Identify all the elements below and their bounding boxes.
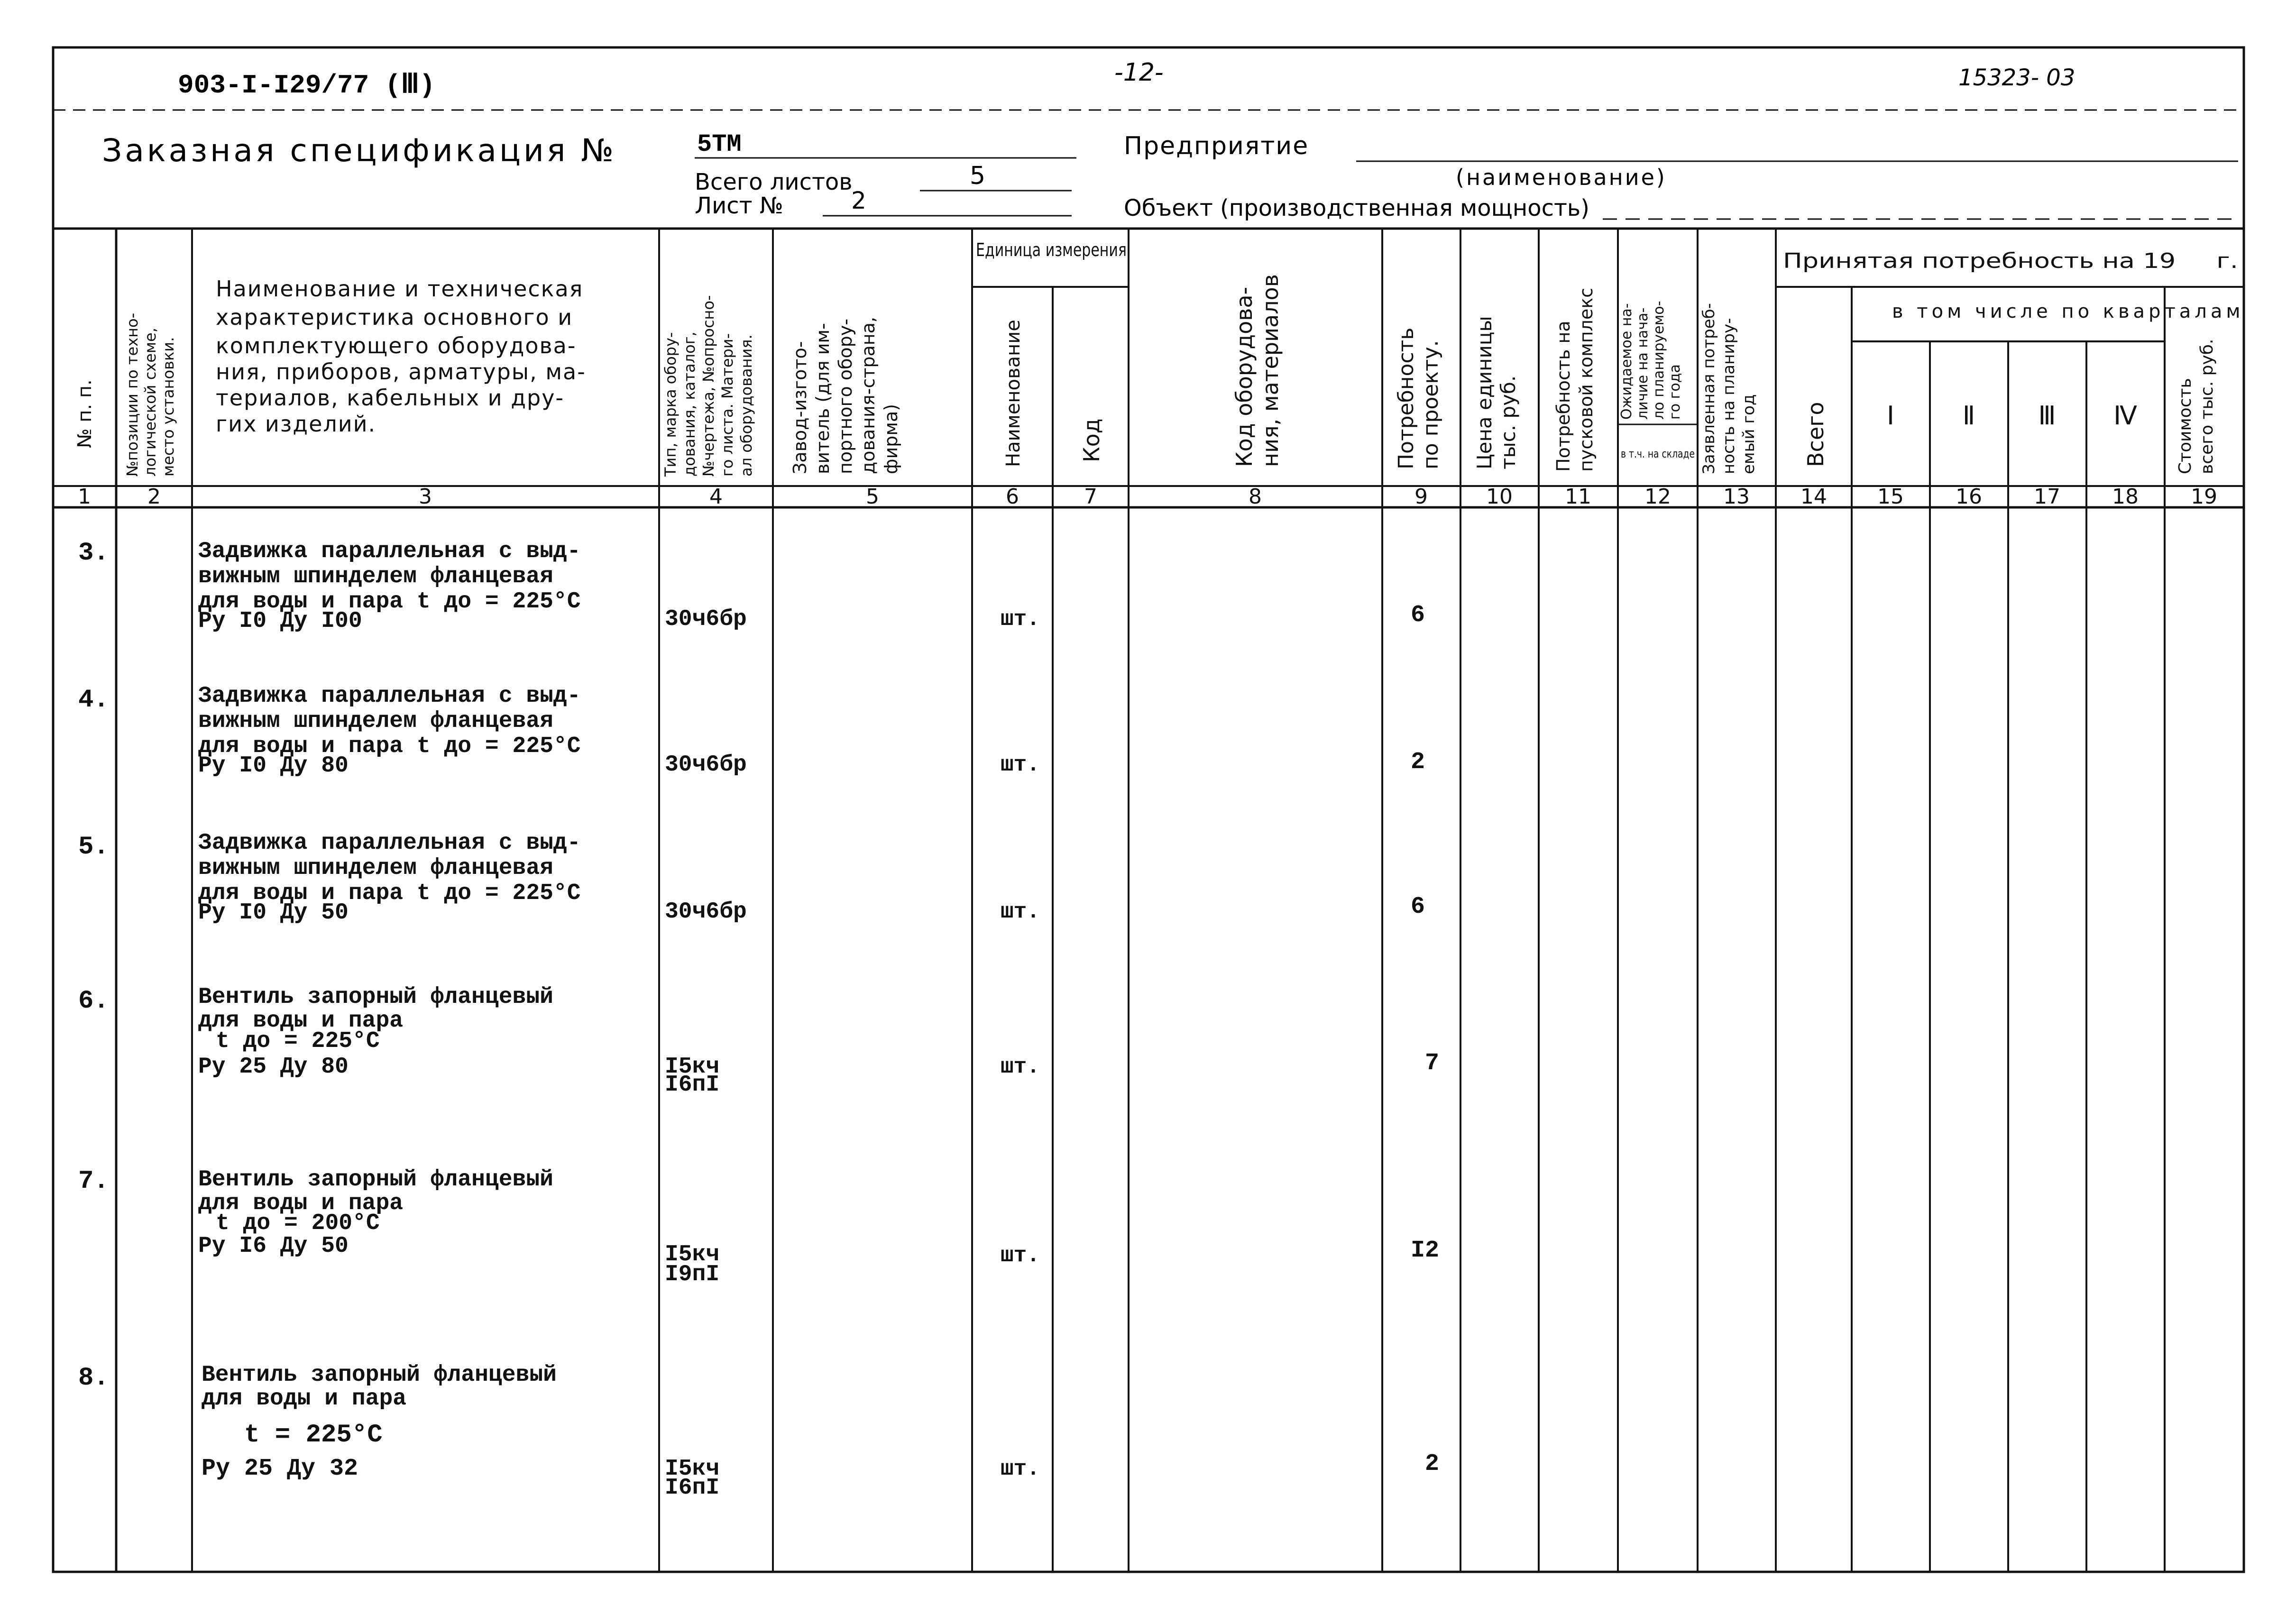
- col3-header-line: характеристика основного и: [216, 304, 573, 330]
- col13-header-line: Заявленная потреб-: [1699, 303, 1718, 474]
- col5-header-line: портного обору-: [835, 319, 856, 474]
- total-sheets-label: Всего листов: [695, 169, 853, 195]
- col10-header: [1473, 316, 1520, 469]
- row-description-line: Ру I0 Ду 50: [198, 900, 349, 926]
- doc-code: 903-I-I29/77 (Ⅲ): [178, 70, 435, 101]
- quarter-2-header: Ⅱ: [1962, 401, 1975, 431]
- row-type: I6пI: [665, 1072, 720, 1098]
- row-number: 5.: [78, 833, 109, 862]
- row-quantity: 2: [1411, 749, 1425, 776]
- row-type: I6пI: [665, 1475, 720, 1501]
- col4-header-line: го листа. Матери-: [718, 333, 736, 477]
- unit-group-header: Единица измерения: [976, 239, 1127, 260]
- col12-header-line: Ожидаемое на-: [1618, 303, 1635, 420]
- column-number: 12: [1644, 485, 1671, 509]
- row-description-line: Ру I0 Ду 80: [198, 753, 349, 779]
- spec-number: 5ТМ: [697, 130, 742, 158]
- table-row: [78, 1167, 1439, 1287]
- col1-header: № п. п.: [74, 379, 96, 448]
- quarter-3-header: Ⅲ: [2038, 401, 2056, 431]
- column-number: 3: [419, 485, 432, 509]
- row-type: I9пI: [665, 1262, 720, 1287]
- col4-header-line: дования, каталог,: [680, 331, 698, 477]
- col4-header-line: Тип, марка обору-: [661, 332, 680, 477]
- row-quantity: 2: [1425, 1450, 1440, 1477]
- col3-header-line: ния, приборов, арматуры, ма-: [216, 359, 586, 385]
- table-body: [78, 539, 1439, 1501]
- column-number: 18: [2112, 485, 2139, 509]
- column-number: 14: [1800, 485, 1827, 509]
- column-number: 11: [1565, 485, 1591, 509]
- row-description-line: t до = 200°С: [216, 1211, 380, 1236]
- row-description-line: t = 225°С: [244, 1421, 383, 1450]
- column-number: 5: [866, 485, 879, 509]
- quarter-4-header: Ⅳ: [2113, 401, 2137, 431]
- enterprise-caption: (наименование): [1456, 165, 1667, 190]
- column-number: 9: [1414, 485, 1428, 509]
- row-description-line: для воды и пара t до = 225°С: [198, 881, 581, 906]
- col12-header: [1618, 301, 1683, 420]
- col2-header: [123, 313, 177, 477]
- column-number: 6: [1006, 485, 1019, 509]
- row-quantity: 6: [1411, 893, 1425, 920]
- row-type: I5кч: [665, 1242, 720, 1267]
- col11-header-line: пусковой комплекс: [1576, 287, 1597, 472]
- quarters-group-header: в том числе по кварталам: [1892, 301, 2244, 322]
- row-description-line: для воды и пара: [198, 1008, 404, 1034]
- total-sheets-value: 5: [970, 162, 986, 190]
- row-type: I5кч: [665, 1456, 720, 1482]
- row-description-line: Ру 25 Ду 80: [198, 1054, 349, 1080]
- col10-header-line: Цена единицы: [1473, 316, 1496, 469]
- row-number: 6.: [78, 987, 109, 1016]
- col5-header-line: дования-страна,: [858, 317, 879, 474]
- col11-header: [1553, 288, 1597, 472]
- col8-header: [1231, 274, 1283, 467]
- row-description-line: вижным шпинделем фланцевая: [198, 855, 553, 881]
- column-number: 19: [2191, 485, 2217, 509]
- row-description-line: вижным шпинделем фланцевая: [198, 708, 553, 734]
- col13-header-line: емый год: [1739, 394, 1758, 474]
- row-quantity: 6: [1411, 602, 1425, 629]
- col3-header: [216, 276, 586, 437]
- row-description-line: Вентиль запорный фланцевый: [202, 1362, 557, 1388]
- column-number: 17: [2034, 485, 2060, 509]
- col2-header-line: место установки.: [159, 337, 177, 477]
- row-number: 4.: [78, 686, 109, 715]
- col12-header-line: го года: [1667, 364, 1683, 420]
- row-unit: шт.: [1001, 1243, 1040, 1268]
- sheet-no-label: Лист №: [695, 193, 783, 219]
- row-description-line: Ру I6 Ду 50: [198, 1233, 349, 1259]
- row-description-line: Задвижка параллельная с выд-: [198, 683, 581, 709]
- col14-header: Всего: [1803, 402, 1828, 467]
- row-type: 30ч6бр: [665, 899, 747, 925]
- col19-header-line: Стоимость: [2176, 378, 2195, 474]
- col9-header-line: Потребность: [1394, 327, 1418, 469]
- column-number: 8: [1249, 485, 1262, 509]
- row-description-line: вижным шпинделем фланцевая: [198, 564, 553, 589]
- col5-header-line: витель (для им-: [812, 323, 833, 474]
- row-unit: шт.: [1001, 1055, 1040, 1079]
- row-quantity: I2: [1411, 1237, 1440, 1264]
- row-description-line: Ру 25 Ду 32: [202, 1455, 358, 1482]
- row-description-line: Задвижка параллельная с выд-: [198, 830, 581, 856]
- col2-header-line: логической схеме,: [141, 328, 159, 477]
- row-number: 8.: [78, 1364, 109, 1393]
- col8-header-line: ния, материалов: [1258, 274, 1283, 467]
- column-number: 16: [1956, 485, 1982, 509]
- col12-subheader: в т.ч. на складе: [1621, 447, 1695, 460]
- col4-header-line: №чертежа, №опросно-: [699, 295, 717, 477]
- row-number: 7.: [78, 1167, 109, 1196]
- row-number: 3.: [78, 539, 109, 568]
- row-description-line: t до = 225°С: [216, 1028, 380, 1054]
- col3-header-line: Наименование и техническая: [216, 276, 584, 302]
- column-number: 10: [1486, 485, 1513, 509]
- col8-header-line: Код оборудова-: [1231, 286, 1257, 467]
- col4-header: [661, 295, 755, 477]
- col19-header: [2176, 339, 2217, 474]
- column-number: 13: [1723, 485, 1750, 509]
- row-type: 30ч6бр: [665, 752, 747, 778]
- sheet-no-value: 2: [851, 187, 866, 214]
- table-row: [78, 683, 1425, 779]
- col19-header-line: всего тыс. руб.: [2197, 339, 2217, 474]
- column-number: 2: [147, 485, 161, 509]
- col5-header-line: фирма): [881, 404, 901, 474]
- col12-header-line: личие на нача-: [1635, 307, 1651, 420]
- col12-header-line: ло планируемо-: [1651, 301, 1667, 420]
- quarter-1-header: Ⅰ: [1887, 401, 1894, 431]
- table-row: [78, 830, 1425, 926]
- row-description-line: для воды и пара t до = 225°С: [198, 589, 581, 615]
- column-number: 4: [709, 485, 723, 509]
- col3-header-line: териалов, кабельных и дру-: [216, 385, 565, 411]
- col9-header: [1394, 328, 1443, 469]
- col10-header-line: тыс. руб.: [1497, 375, 1520, 469]
- col11-header-line: Потребность на: [1553, 321, 1574, 472]
- col3-header-line: гих изделий.: [216, 411, 377, 437]
- row-description-line: для воды и пара: [198, 1191, 404, 1216]
- col7-header: Код: [1079, 418, 1104, 462]
- row-description-line: для воды и пара t до = 225°С: [198, 734, 581, 759]
- row-description-line: Вентиль запорный фланцевый: [198, 984, 553, 1010]
- col6-header: Наименование: [1002, 320, 1024, 467]
- row-type: 30ч6бр: [665, 606, 747, 632]
- column-number: 7: [1084, 485, 1097, 509]
- table-row: [78, 539, 1425, 634]
- col13-header: [1699, 303, 1758, 474]
- object-label: Объект (производственная мощность): [1124, 195, 1589, 221]
- col9-header-line: по проекту.: [1419, 340, 1443, 469]
- col13-header-line: ность на планиру-: [1719, 318, 1738, 474]
- col4-header-line: ал оборудования.: [737, 334, 755, 477]
- row-description-line: Ру I0 Ду I00: [198, 608, 362, 634]
- row-description-line: Задвижка параллельная с выд-: [198, 539, 581, 564]
- col5-header-line: Завод-изгото-: [790, 341, 810, 474]
- row-type: I5кч: [665, 1054, 720, 1080]
- page-number: -12-: [1114, 58, 1164, 87]
- column-number: 1: [78, 485, 91, 509]
- column-number: 15: [1877, 485, 1904, 509]
- row-unit: шт.: [1001, 607, 1040, 632]
- form-title: Заказная спецификация №: [102, 132, 617, 169]
- enterprise-label: Предприятие: [1124, 132, 1309, 160]
- row-unit: шт.: [1001, 752, 1040, 777]
- col5-header: [790, 317, 901, 474]
- row-description-line: для воды и пара: [202, 1386, 407, 1412]
- row-quantity: 7: [1425, 1050, 1440, 1077]
- row-unit: шт.: [1001, 1457, 1040, 1481]
- table-row: [78, 1362, 1439, 1501]
- inventory-number: 15323- 03: [1958, 64, 2076, 91]
- row-description-line: Вентиль запорный фланцевый: [198, 1167, 553, 1193]
- col2-header-line: №позиции по техно-: [123, 312, 141, 477]
- col3-header-line: комплектующего оборудова-: [216, 333, 577, 358]
- accepted-need-header: Принятая потребность на 19 г.: [1783, 249, 2238, 273]
- table-row: [78, 984, 1439, 1098]
- row-unit: шт.: [1001, 899, 1040, 924]
